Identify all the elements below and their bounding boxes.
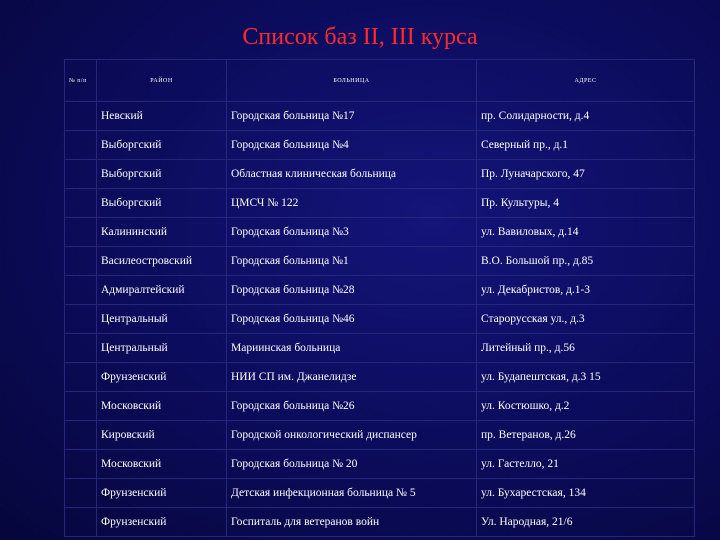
cell-number xyxy=(65,276,97,305)
cell-hospital: Городская больница №17 xyxy=(227,102,477,131)
cell-address: ул. Костюшко, д.2 xyxy=(477,392,695,421)
cell-number xyxy=(65,450,97,479)
cell-hospital: Городской онкологический диспансер xyxy=(227,421,477,450)
bases-table xyxy=(64,59,695,537)
table-row xyxy=(65,334,695,363)
page-title: Список баз II, III курса xyxy=(242,24,478,50)
cell-hospital: Городская больница №28 xyxy=(227,276,477,305)
cell-number xyxy=(65,160,97,189)
cell-hospital: Городская больница №1 xyxy=(227,247,477,276)
cell-address: ул. Вавиловых, д.14 xyxy=(477,218,695,247)
table-row xyxy=(65,363,695,392)
cell-hospital: Городская больница № 20 xyxy=(227,450,477,479)
cell-hospital: НИИ СП им. Джанелидзе xyxy=(227,363,477,392)
cell-number xyxy=(65,189,97,218)
cell-number xyxy=(65,131,97,160)
header-number: № п/п xyxy=(65,60,97,102)
cell-hospital: Госпиталь для ветеранов войн xyxy=(227,508,477,537)
cell-district: Выборгский xyxy=(97,131,227,160)
table-header-row xyxy=(65,60,695,102)
header-hospital: БОЛЬНИЦА xyxy=(227,60,477,102)
cell-address: пр. Ветеранов, д.26 xyxy=(477,421,695,450)
table-row xyxy=(65,189,695,218)
cell-number xyxy=(65,247,97,276)
cell-address: Пр. Культуры, 4 xyxy=(477,189,695,218)
cell-number xyxy=(65,392,97,421)
cell-district: Фрунзенский xyxy=(97,508,227,537)
table-row xyxy=(65,305,695,334)
cell-hospital: Мариинская больница xyxy=(227,334,477,363)
cell-address: Ул. Народная, 21/6 xyxy=(477,508,695,537)
cell-hospital: Городская больница №4 xyxy=(227,131,477,160)
table-row xyxy=(65,247,695,276)
cell-district: Выборгский xyxy=(97,189,227,218)
cell-district: Фрунзенский xyxy=(97,479,227,508)
cell-number xyxy=(65,508,97,537)
table-row xyxy=(65,160,695,189)
cell-number xyxy=(65,305,97,334)
cell-district: Калининский xyxy=(97,218,227,247)
header-district: РАЙОН xyxy=(97,60,227,102)
cell-district: Центральный xyxy=(97,305,227,334)
table-row xyxy=(65,450,695,479)
cell-district: Василеостровский xyxy=(97,247,227,276)
cell-address: ул. Будапештская, д.3 15 xyxy=(477,363,695,392)
cell-district: Московский xyxy=(97,392,227,421)
cell-district: Адмиралтейский xyxy=(97,276,227,305)
cell-district: Невский xyxy=(97,102,227,131)
cell-district: Московский xyxy=(97,450,227,479)
cell-hospital: Детская инфекционная больница № 5 xyxy=(227,479,477,508)
cell-address: ул. Гастелло, 21 xyxy=(477,450,695,479)
cell-address: Литейный пр., д.56 xyxy=(477,334,695,363)
table-row xyxy=(65,276,695,305)
cell-number xyxy=(65,363,97,392)
table-row xyxy=(65,102,695,131)
cell-number xyxy=(65,479,97,508)
cell-number xyxy=(65,218,97,247)
cell-hospital: ЦМСЧ № 122 xyxy=(227,189,477,218)
cell-number xyxy=(65,102,97,131)
table-row xyxy=(65,479,695,508)
cell-address: Пр. Луначарского, 47 xyxy=(477,160,695,189)
cell-number xyxy=(65,421,97,450)
table-row xyxy=(65,508,695,537)
cell-address: ул. Бухарестская, 134 xyxy=(477,479,695,508)
cell-address: ул. Декабристов, д.1-3 xyxy=(477,276,695,305)
table-row xyxy=(65,421,695,450)
table-row xyxy=(65,131,695,160)
table-row xyxy=(65,218,695,247)
cell-number xyxy=(65,334,97,363)
cell-district: Выборгский xyxy=(97,160,227,189)
cell-district: Центральный xyxy=(97,334,227,363)
cell-hospital: Городская больница №26 xyxy=(227,392,477,421)
cell-address: В.О. Большой пр., д.85 xyxy=(477,247,695,276)
table-row xyxy=(65,392,695,421)
header-address: АДРЕС xyxy=(477,60,695,102)
cell-address: Северный пр., д.1 xyxy=(477,131,695,160)
cell-district: Фрунзенский xyxy=(97,363,227,392)
cell-address: пр. Солидарности, д.4 xyxy=(477,102,695,131)
cell-district: Кировский xyxy=(97,421,227,450)
cell-hospital: Городская больница №3 xyxy=(227,218,477,247)
cell-hospital: Городская больница №46 xyxy=(227,305,477,334)
cell-hospital: Областная клиническая больница xyxy=(227,160,477,189)
cell-address: Старорусская ул., д.3 xyxy=(477,305,695,334)
